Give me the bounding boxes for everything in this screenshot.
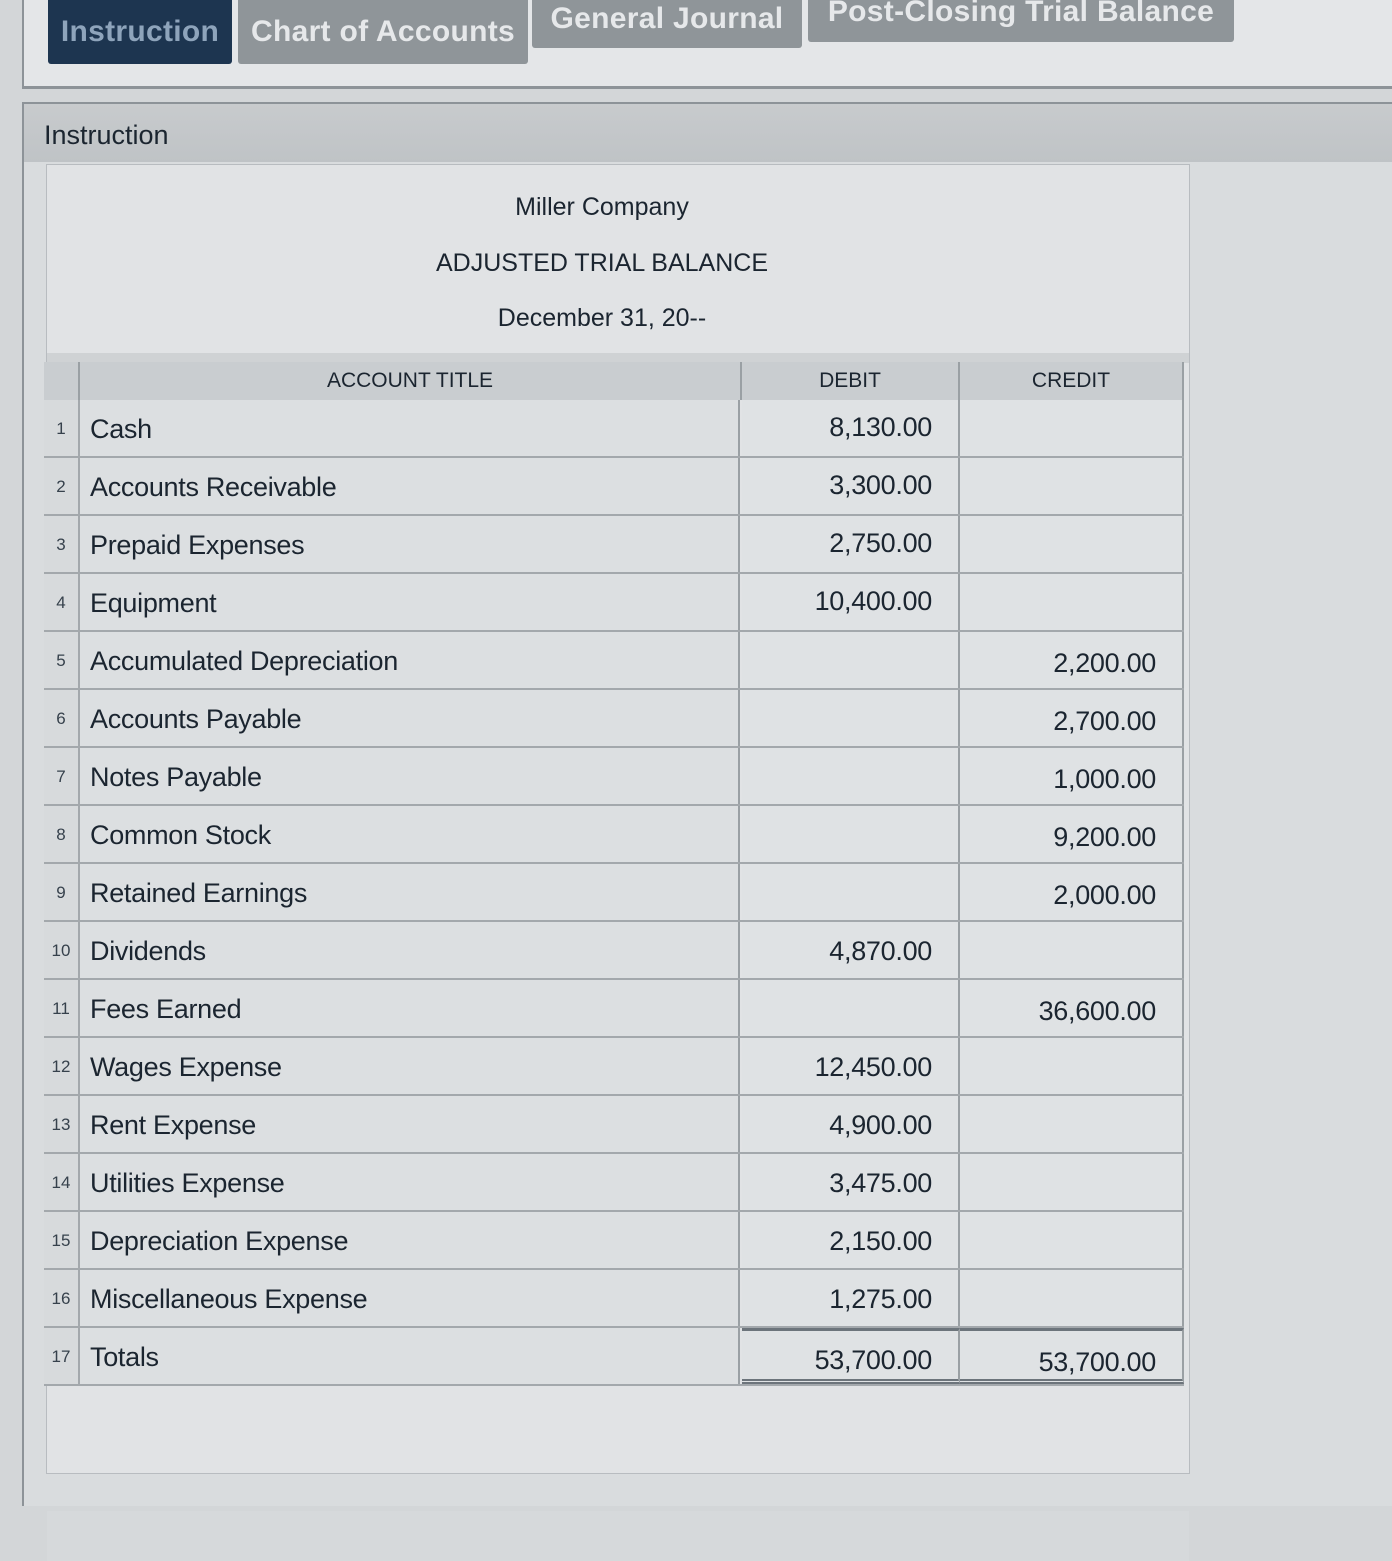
table-row — [44, 516, 1184, 574]
credit-cell[interactable] — [960, 1270, 1184, 1326]
credit-cell[interactable] — [960, 922, 1184, 978]
row-number: 2 — [44, 458, 80, 514]
debit-cell[interactable] — [742, 632, 960, 688]
table-row — [44, 632, 1184, 690]
table-row — [44, 748, 1184, 806]
credit-cell[interactable] — [960, 1212, 1184, 1268]
account-title: Fees Earned — [90, 994, 242, 1024]
account-title: Wages Expense — [90, 1052, 282, 1082]
debit-cell[interactable] — [742, 574, 960, 630]
statement-name: ADJUSTED TRIAL BALANCE — [435, 249, 769, 277]
debit-amount: 2,750.00 — [829, 528, 932, 558]
account-title: Accounts Receivable — [90, 472, 337, 502]
panel-header — [24, 104, 1392, 162]
account-title-cell — [80, 400, 740, 456]
row-number: 7 — [44, 748, 80, 804]
credit-cell[interactable] — [960, 748, 1184, 804]
row-number: 10 — [44, 922, 80, 978]
debit-cell[interactable] — [742, 1212, 960, 1268]
debit-cell[interactable] — [742, 690, 960, 746]
debit-amount: 10,400.00 — [814, 586, 932, 616]
debit-amount: 3,300.00 — [829, 470, 932, 500]
account-title: Prepaid Expenses — [90, 530, 305, 560]
credit-cell[interactable] — [960, 632, 1184, 688]
header-account-title: ACCOUNT TITLE — [80, 362, 742, 400]
table-row — [44, 980, 1184, 1038]
row-number: 17 — [44, 1328, 80, 1384]
row-number: 15 — [44, 1212, 80, 1268]
debit-cell[interactable] — [742, 1038, 960, 1094]
debit-cell[interactable] — [742, 806, 960, 862]
debit-cell[interactable] — [742, 1154, 960, 1210]
debit-amount: 4,870.00 — [829, 936, 932, 966]
credit-amount: 9,200.00 — [1053, 822, 1156, 852]
credit-amount: 53,700.00 — [1038, 1347, 1156, 1377]
account-title: Utilities Expense — [90, 1168, 285, 1198]
header-credit: CREDIT — [960, 362, 1184, 400]
account-title: Depreciation Expense — [90, 1226, 349, 1256]
debit-cell[interactable] — [742, 458, 960, 514]
row-number: 3 — [44, 516, 80, 572]
credit-cell[interactable] — [960, 516, 1184, 572]
table-row — [44, 400, 1184, 458]
table-row — [44, 1096, 1184, 1154]
sheet-footer — [47, 1511, 1189, 1561]
row-number: 9 — [44, 864, 80, 920]
debit-cell[interactable] — [742, 922, 960, 978]
credit-amount: 1,000.00 — [1053, 764, 1156, 794]
credit-amount: 2,200.00 — [1053, 648, 1156, 678]
debit-cell[interactable] — [742, 1328, 960, 1384]
account-title: Miscellaneous Expense — [90, 1284, 368, 1314]
debit-cell[interactable] — [742, 1096, 960, 1152]
table-row — [44, 1154, 1184, 1212]
debit-cell[interactable] — [742, 516, 960, 572]
credit-cell[interactable] — [960, 1154, 1184, 1210]
row-number: 11 — [44, 980, 80, 1036]
debit-amount: 12,450.00 — [814, 1052, 932, 1082]
table-row — [44, 1328, 1184, 1386]
table-row — [44, 922, 1184, 980]
debit-amount: 1,275.00 — [829, 1284, 932, 1314]
account-title: Equipment — [90, 588, 217, 618]
row-number: 16 — [44, 1270, 80, 1326]
credit-cell[interactable] — [960, 400, 1184, 456]
credit-cell[interactable] — [960, 1096, 1184, 1152]
account-title-cell — [80, 1328, 740, 1384]
debit-amount: 8,130.00 — [829, 412, 932, 442]
row-number: 14 — [44, 1154, 80, 1210]
debit-amount: 53,700.00 — [814, 1345, 932, 1375]
debit-cell[interactable] — [742, 748, 960, 804]
credit-cell[interactable] — [960, 1328, 1184, 1384]
tab-bar — [22, 0, 1392, 89]
credit-cell[interactable] — [960, 864, 1184, 920]
account-title: Retained Earnings — [90, 878, 308, 908]
debit-cell[interactable] — [742, 400, 960, 456]
credit-cell[interactable] — [960, 980, 1184, 1036]
credit-cell[interactable] — [960, 458, 1184, 514]
tab-post-closing-trial-balance[interactable]: Post-Closing Trial Balance — [808, 0, 1234, 42]
table-row — [44, 1270, 1184, 1328]
credit-cell[interactable] — [960, 690, 1184, 746]
table-row — [44, 1212, 1184, 1270]
row-number: 8 — [44, 806, 80, 862]
debit-cell[interactable] — [742, 980, 960, 1036]
row-number: 5 — [44, 632, 80, 688]
row-number: 4 — [44, 574, 80, 630]
header-debit: DEBIT — [742, 362, 960, 400]
statement-date: December 31, 20-- — [497, 304, 707, 332]
tab-chart-of-accounts[interactable]: Chart of Accounts — [238, 0, 528, 64]
row-number: 6 — [44, 690, 80, 746]
account-title: Accumulated Depreciation — [90, 646, 398, 676]
account-title: Accounts Payable — [90, 704, 302, 734]
account-title: Common Stock — [90, 820, 271, 850]
table-row — [44, 864, 1184, 922]
credit-cell[interactable] — [960, 806, 1184, 862]
header-num — [44, 362, 80, 400]
account-title: Rent Expense — [90, 1110, 257, 1140]
debit-cell[interactable] — [742, 1270, 960, 1326]
tab-instruction[interactable]: Instruction — [48, 0, 232, 64]
credit-amount: 36,600.00 — [1038, 996, 1156, 1026]
credit-cell[interactable] — [960, 1038, 1184, 1094]
debit-amount: 4,900.00 — [829, 1110, 932, 1140]
credit-cell[interactable] — [960, 574, 1184, 630]
table-row — [44, 458, 1184, 516]
account-title: Cash — [90, 414, 152, 444]
table-row — [44, 690, 1184, 748]
account-title: Notes Payable — [90, 762, 262, 792]
table-row — [44, 574, 1184, 632]
panel-title: Instruction — [44, 120, 169, 150]
row-number: 13 — [44, 1096, 80, 1152]
debit-cell[interactable] — [742, 864, 960, 920]
debit-amount: 2,150.00 — [829, 1226, 932, 1256]
account-title: Dividends — [90, 936, 206, 966]
row-number: 12 — [44, 1038, 80, 1094]
tab-general-journal[interactable]: General Journal — [532, 0, 802, 48]
account-title: Totals — [90, 1342, 159, 1372]
credit-amount: 2,700.00 — [1053, 706, 1156, 736]
company-name: Miller Company — [515, 193, 689, 221]
debit-amount: 3,475.00 — [829, 1168, 932, 1198]
row-number: 1 — [44, 400, 80, 456]
table-row — [44, 1038, 1184, 1096]
table-row — [44, 806, 1184, 864]
credit-amount: 2,000.00 — [1053, 880, 1156, 910]
